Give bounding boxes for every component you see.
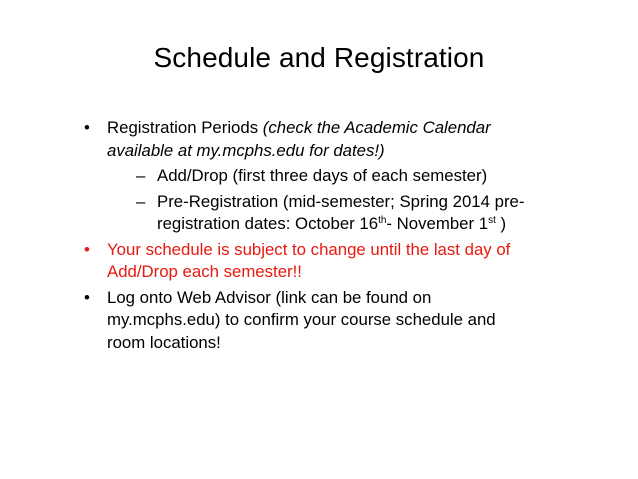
sub-bullet-text-cont: - November 1	[386, 214, 489, 233]
sub-bullet-text-end: )	[495, 214, 507, 233]
slide-body	[84, 117, 534, 357]
slide-title: Schedule and Registration	[153, 42, 485, 73]
sub-bullet-add-drop	[107, 165, 534, 188]
bullet-registration-periods	[84, 117, 534, 236]
bullet-text: Registration Periods	[107, 118, 263, 137]
bullet-schedule-warning	[84, 239, 534, 284]
sub-bullet-marker: –	[136, 166, 146, 185]
superscript-st: st	[488, 215, 496, 226]
bullet-text: Log onto Web Advisor (link can be found on my.mcphs.edu) to confirm your course schedule and room locations!	[107, 287, 496, 352]
sub-bullet-marker: –	[136, 191, 146, 211]
bullet-text: Your schedule is subject to change until the last day of Add/Drop each semester!!	[107, 239, 511, 281]
bullet-marker: •	[84, 118, 90, 137]
bullet-marker: •	[84, 239, 90, 259]
bullet-web-advisor	[84, 287, 534, 355]
bullet-marker: •	[84, 287, 90, 307]
sub-bullet-text: Pre-Registration (mid-semester; Spring 2014 pre-registration dates: October 16	[157, 191, 525, 233]
sub-bullet-text: Add/Drop (first three days of each semester)	[157, 166, 488, 185]
superscript-th: th	[378, 215, 387, 226]
sub-bullet-pre-registration	[107, 191, 534, 236]
bullet-italic-note: (check the Academic Calendar available at my.mcphs.edu for dates!)	[107, 118, 491, 160]
